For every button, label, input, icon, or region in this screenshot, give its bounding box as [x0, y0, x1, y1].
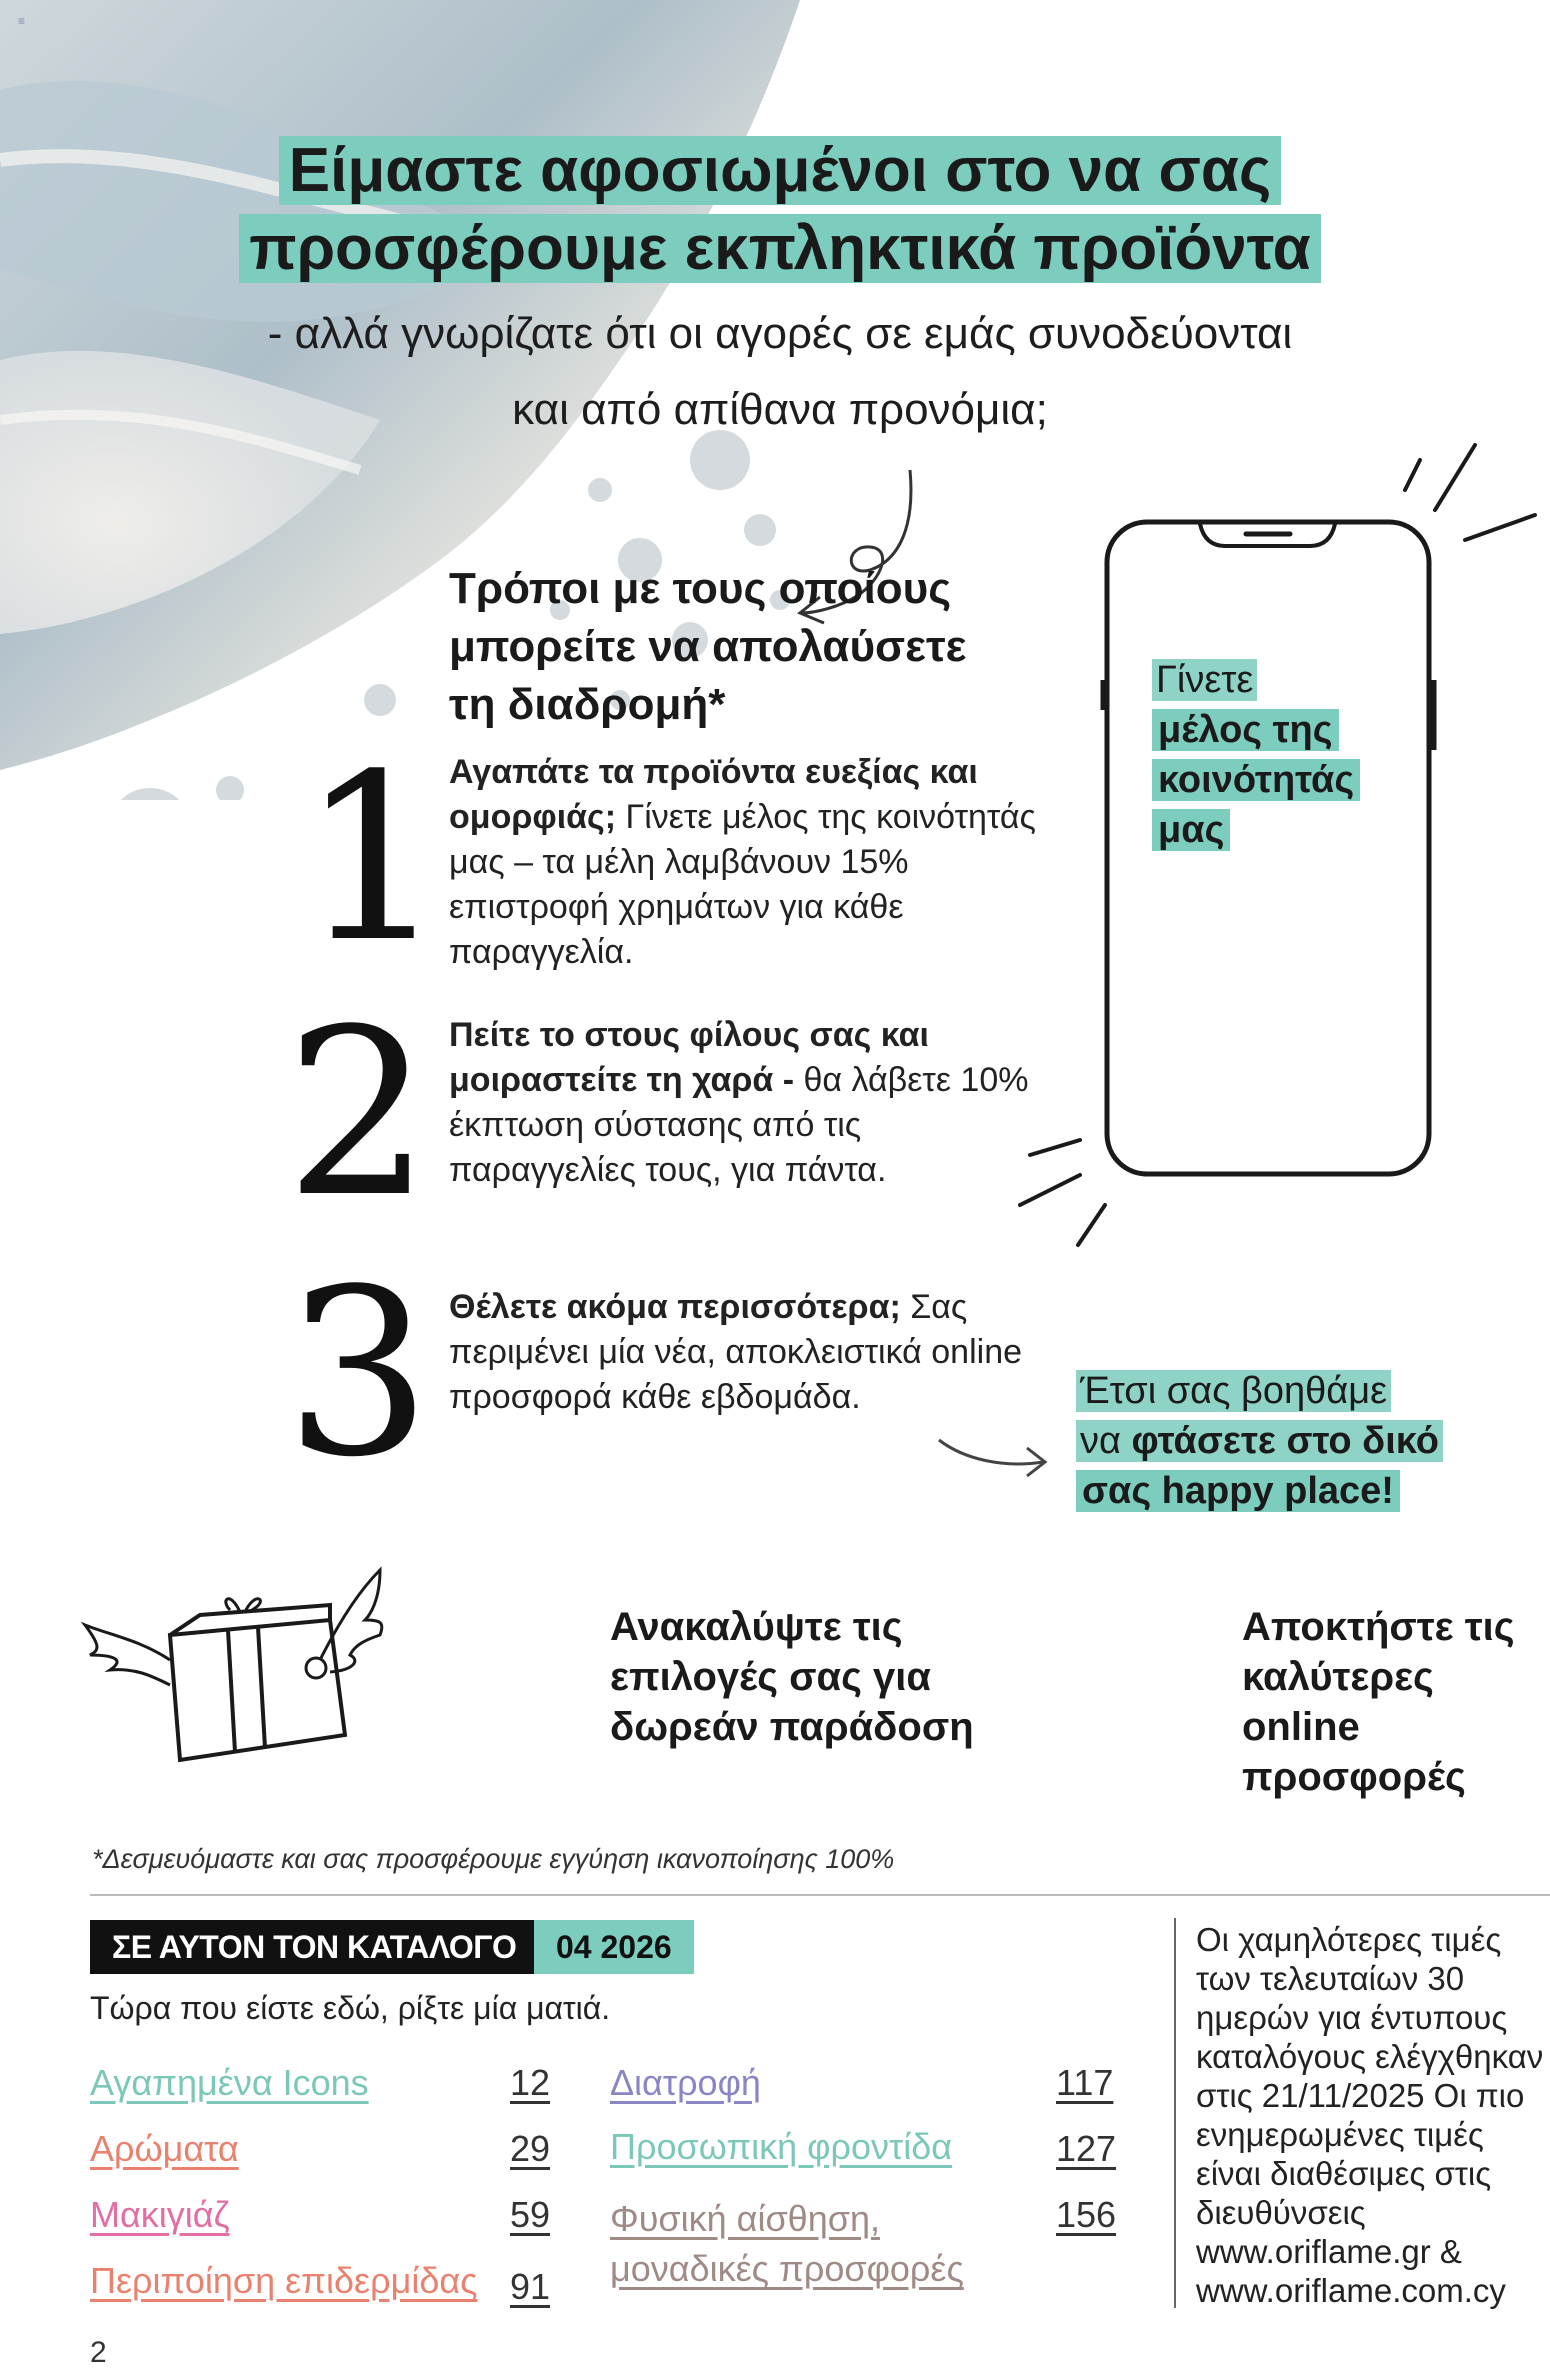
step-2-number: 2: [285, 981, 432, 1248]
toc-page-nutrition[interactable]: 117: [1056, 2062, 1114, 2103]
divider: [90, 1894, 1550, 1896]
toc-link-icons[interactable]: Αγαπημένα Icons: [90, 2062, 369, 2103]
corner-mark: ≡: [18, 14, 26, 28]
subhead-line1: - αλλά γνωρίζατε ότι οι αγορές σε εμάς συνοδεύονται: [267, 309, 1293, 358]
step-3-text: Θέλετε ακόμα περισσότερα; Σας περιμένει μία νέα, αποκλειστικά online προσφορά κάθε εβδομάδα.: [449, 1288, 1023, 1416]
toc-page-personal-care[interactable]: 127: [1056, 2128, 1117, 2169]
toc-page-makeup[interactable]: 59: [510, 2194, 551, 2235]
subhead-line2: και από απίθανα προνόμια;: [512, 385, 1048, 434]
step-1-text: Αγαπάτε τα προϊόντα ευεξίας και ομορφιάς; Γίνετε μέλος της κοινότητάς μας – τα μέλη λαμβάνουν 15% επιστροφή χρημάτων για κάθε παραγγελία.: [449, 753, 1036, 971]
toc-link-fragrances[interactable]: Αρώματα: [90, 2128, 239, 2169]
flying-gift-icon: [80, 1560, 400, 1770]
catalog-intro: Τώρα που είστε εδώ, ρίξτε μία ματιά.: [90, 1990, 611, 2026]
arrow-right-icon: [935, 1420, 1055, 1480]
step-3-number: 3: [285, 1241, 432, 1508]
toc-link-personal-care[interactable]: Προσωπική φροντίδα: [610, 2126, 953, 2167]
phone-message: Γίνετε μέλος της κοινότητάς μας: [1152, 655, 1360, 855]
toc-link-makeup[interactable]: Μακιγιάζ: [90, 2194, 230, 2235]
toc-page-icons[interactable]: 12: [510, 2062, 551, 2103]
toc-page-fragrances[interactable]: 29: [510, 2128, 551, 2169]
page-number: 2: [90, 2336, 107, 2368]
headline-line1: Είμαστε αφοσιωμένοι στο να σας: [200, 134, 1360, 208]
toc-page-natural-feel[interactable]: 156: [1056, 2194, 1117, 2235]
headline-line2: προσφέρουμε εκπληκτικά προϊόντα: [200, 212, 1360, 286]
footnote: *Δεσμευόμαστε και σας προσφέρουμε εγγύηση ικανοποίησης 100%: [92, 1844, 895, 1874]
feature-free-delivery: Ανακαλύψτε τις επιλογές σας για δωρεάν παράδοση: [610, 1605, 974, 1749]
pricing-note: Οι χαμηλότερες τιμές των τελευταίων 30 ημερών για έντυπους καταλόγους ελέγχθηκαν στις 21/11/2025 Οι πιο ενημερωμένες τιμές είναι διαθέσιμες στις διευθύνσεις www.oriflame.gr & www.oriflame.com.cy: [1196, 1921, 1544, 2309]
feature-online-offers: Αποκτήστε τις καλύτερες online προσφορές: [1242, 1605, 1515, 1799]
step-1-number: 1: [300, 726, 447, 993]
step-2-text: Πείτε το στους φίλους σας και μοιραστείτε τη χαρά - θα λάβετε 10% έκπτωση σύστασης από τις παραγγελίες τους, για πάντα.: [449, 1016, 1029, 1189]
toc-link-skincare[interactable]: Περιποίηση επιδερμίδας: [90, 2260, 478, 2301]
catalog-issue: 04 2026: [534, 1920, 694, 1974]
catalog-label: ΣΕ ΑΥΤΟΝ ΤΟΝ ΚΑΤΑΛΟΓΟ: [90, 1920, 538, 1974]
toc-page-skincare[interactable]: 91: [510, 2266, 551, 2307]
ways-title: Τρόποι με τους οποίους μπορείτε να απολαύσετε τη διαδρομή*: [449, 564, 967, 729]
toc-link-nutrition[interactable]: Διατροφή: [610, 2062, 761, 2103]
vertical-divider: [1174, 1918, 1176, 2308]
toc-link-natural-feel[interactable]: Φυσική αίσθηση, μοναδικές προσφορές: [610, 2198, 964, 2289]
promo-message: Έτσι σας βοηθάμε να φτάσετε στο δικό σας happy place!: [1076, 1366, 1443, 1516]
